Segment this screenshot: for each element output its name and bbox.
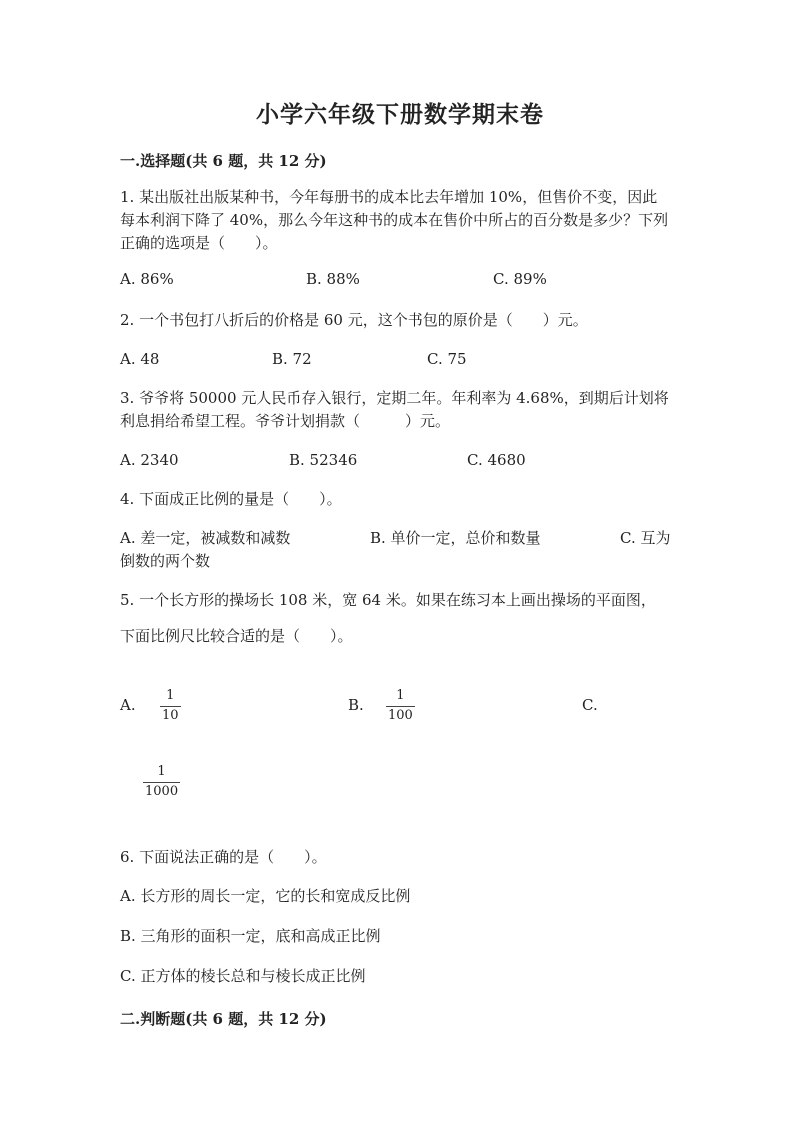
q1-option-b: B. 88% [306, 270, 360, 288]
section-heading-true-false: 二.判断题(共 6 题，共 12 分) [120, 1010, 327, 1028]
fraction-denominator: 100 [388, 708, 413, 723]
q3-option-c: C. 4680 [467, 451, 526, 469]
fraction-numerator: 1 [396, 688, 405, 703]
q1-option-a: A. 86% [120, 270, 174, 288]
q1-option-c: C. 89% [493, 270, 547, 288]
question-6: 6. 下面说法正确的是（ ）。 [120, 848, 327, 866]
section-heading-choice: 一.选择题(共 6 题，共 12 分) [120, 152, 327, 170]
fraction-bar [386, 706, 415, 707]
question-5-line-1: 5. 一个长方形的操场长 108 米，宽 64 米。如果在练习本上画出操场的平面图， [120, 591, 656, 609]
q4-option-c: C. 互为 [620, 529, 671, 547]
q2-option-b: B. 72 [272, 350, 312, 368]
fraction-denominator: 1000 [145, 784, 179, 799]
q4-option-a: A. 差一定，被减数和减数 [120, 529, 291, 547]
q3-option-a: A. 2340 [120, 451, 179, 469]
q2-option-c: C. 75 [427, 350, 467, 368]
q5-option-a-fraction [160, 688, 181, 724]
q3-option-b: B. 52346 [289, 451, 358, 469]
q5-option-b-label: B. [348, 696, 364, 714]
q2-option-a: A. 48 [120, 350, 160, 368]
question-1: 1. 某出版社出版某种书，今年每册书的成本比去年增加 10%，但售价不变，因此每本利润下降了 40%，那么今年这种书的成本在售价中所占的百分数是多少？下列正确的选项是（ ）。 [120, 188, 669, 252]
q6-option-b: B. 三角形的面积一定，底和高成正比例 [120, 927, 381, 945]
q5-option-c-fraction [143, 764, 180, 800]
q6-option-a: A. 长方形的周长一定，它的长和宽成反比例 [120, 887, 411, 905]
q5-option-c-label: C. [582, 696, 598, 714]
fraction-bar [143, 782, 180, 783]
q5-option-b-fraction [386, 688, 415, 724]
fraction-numerator: 1 [166, 688, 175, 703]
q4-option-c-continued: 倒数的两个数 [120, 552, 211, 570]
page-title: 小学六年级下册数学期末卷 [256, 101, 544, 128]
q6-option-c: C. 正方体的棱长总和与棱长成正比例 [120, 967, 366, 985]
fraction-numerator: 1 [157, 764, 166, 779]
question-3: 3. 爷爷将 50000 元人民币存入银行，定期二年。年利率为 4.68%，到期后计划将利息捐给希望工程。爷爷计划捐款（ ）元。 [120, 389, 669, 430]
question-5-line-2: 下面比例尺比较合适的是（ ）。 [120, 627, 353, 645]
q5-option-a-label: A. [120, 696, 136, 714]
question-2: 2. 一个书包打八折后的价格是 60 元，这个书包的原价是（ ）元。 [120, 311, 588, 329]
fraction-denominator: 10 [162, 708, 179, 723]
q4-option-b: B. 单价一定，总价和数量 [370, 529, 541, 547]
fraction-bar [160, 706, 181, 707]
question-4: 4. 下面成正比例的量是（ ）。 [120, 490, 342, 508]
